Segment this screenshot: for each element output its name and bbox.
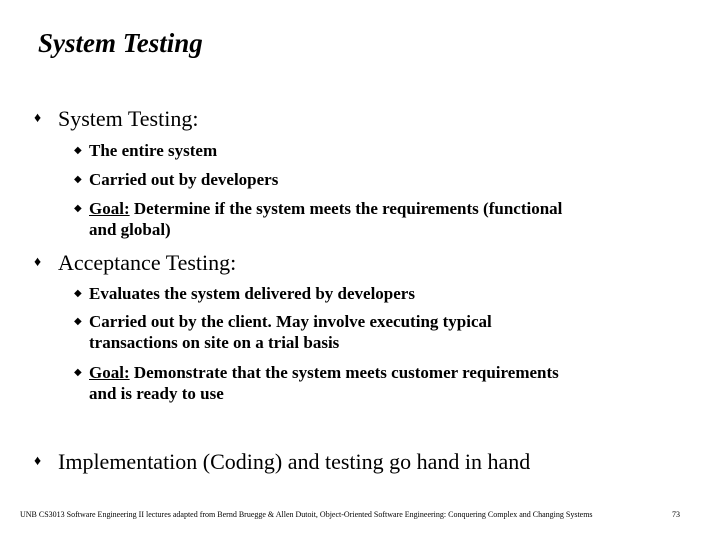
diamond-bullet-icon: ♦ [34, 454, 42, 469]
diamond-bullet-icon: ♦ [34, 111, 42, 126]
sub-bullet-text: Carried out by the client. May involve executing typical [89, 312, 492, 331]
slide-title: System Testing [38, 28, 203, 58]
small-diamond-icon: ◆ [74, 145, 82, 156]
sub-bullet-text: The entire system [89, 141, 218, 160]
sub-bullet-continuation: transactions on site on a trial basis [89, 333, 340, 352]
sub-bullet-text: Carried out by developers [89, 170, 279, 189]
page-number: 73 [672, 510, 680, 519]
small-diamond-icon: ◆ [74, 288, 82, 299]
section-heading: Acceptance Testing: [58, 250, 237, 275]
goal-continuation: and global) [89, 220, 171, 239]
footer-credit: UNB CS3013 Software Engineering II lectures adapted from Bernd Bruegge & Allen Dutoit, Object-Oriented Software Engineering: Conquering Complex and Changing Systems [20, 510, 593, 519]
section-heading: System Testing: [58, 106, 199, 131]
goal-continuation: and is ready to use [89, 384, 224, 403]
goal-line [89, 198, 562, 219]
goal-line [89, 362, 559, 383]
goal-text: Determine if the system meets the requirements (functional [129, 199, 563, 218]
goal-label: Goal: [89, 363, 130, 382]
small-diamond-icon: ◆ [74, 174, 82, 185]
goal-text: Demonstrate that the system meets customer requirements [129, 363, 559, 382]
small-diamond-icon: ◆ [74, 203, 82, 214]
section-heading: Implementation (Coding) and testing go hand in hand [58, 449, 531, 474]
diamond-bullet-icon: ♦ [34, 255, 42, 270]
small-diamond-icon: ◆ [74, 316, 82, 327]
sub-bullet-text: Evaluates the system delivered by developers [89, 284, 415, 303]
goal-label: Goal: [89, 199, 130, 218]
small-diamond-icon: ◆ [74, 367, 82, 378]
